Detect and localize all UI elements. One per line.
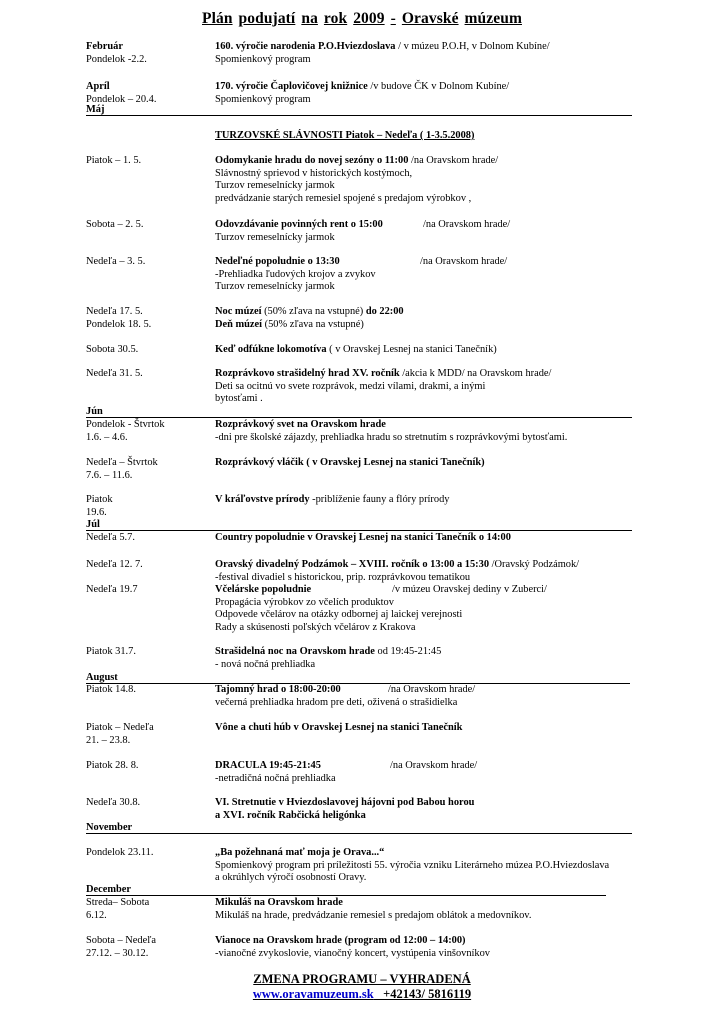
month-december-header [86, 884, 606, 896]
event-title: Včelárske popoludnie [215, 584, 312, 595]
month-label: Február [86, 41, 123, 52]
event-line: Odpovede včelárov na otázky odbornej aj laickej verejnosti [215, 609, 463, 620]
title-word: múzeum [464, 10, 522, 27]
event-date: Piatok 14.8. [86, 684, 136, 695]
event-title: Strašidelná noc na Oravskom hrade [215, 646, 375, 657]
event-caplovic-library [215, 81, 509, 106]
event-title: Tajomný hrad o 18:00-20:00 [215, 684, 341, 695]
event-description: -netradičná nočná prehliadka [215, 772, 336, 784]
title-word: podujatí [238, 10, 296, 27]
month-label: November [86, 822, 133, 833]
event-title: VI. Stretnutie v Hviezdoslavovej hájovni pod Babou horou [215, 797, 475, 808]
month-july-header [86, 519, 632, 531]
event-line: Propagácia výrobkov zo včelích produktov [215, 596, 394, 608]
event-title: Keď odfúkne lokomotíva [215, 344, 327, 355]
event-title: 170. výročie Čaplovičovej knižnice [215, 81, 368, 92]
phone-number: +42143/ 5816119 [373, 987, 472, 1001]
event-date: Nedeľa – Štvrtok [86, 457, 158, 468]
event-dates [86, 457, 158, 482]
event-title: 160. výročie narodenia P.O.Hviezdoslava [215, 41, 396, 52]
event-dates [86, 897, 149, 922]
event-date: Nedeľa 5.7. [86, 532, 135, 543]
event-place: /akcia k MDD/ na Oravskom hrade/ [399, 368, 552, 379]
event-description: večerná prehliadka hradom pre deti, oživená o strašidielka [215, 696, 458, 708]
event-note: (50% zľava na vstupné) [262, 318, 364, 330]
event-locomotive [215, 344, 497, 357]
month-november-header [86, 822, 632, 834]
event-date: Nedeľa 17. 5. [86, 306, 143, 317]
event-title: Odovzdávanie povinných rent o 15:00 [215, 219, 383, 230]
month-august-header [86, 672, 630, 684]
event-title: DRACULA 19:45-21:45 [215, 760, 321, 771]
month-label: Júl [86, 519, 100, 530]
event-title: Mikuláš na Oravskom hrade [215, 897, 343, 908]
event-date: Nedeľa 31. 5. [86, 368, 143, 379]
event-date: Pondelok 23.11. [86, 847, 154, 858]
event-date: Sobota – 2. 5. [86, 219, 144, 230]
month-label: August [86, 672, 118, 683]
month-label: Apríl [86, 81, 110, 92]
event-christmas [215, 935, 490, 960]
event-note: (50% zľava na vstupné) [261, 306, 366, 317]
event-title: Rozprávkovo strašidelný hrad XV. ročník [215, 368, 400, 379]
event-description: -festival divadiel s historickou, prip. rozprávkovou tematikou [215, 571, 471, 583]
month-february [86, 41, 147, 66]
event-title: Nedeľné popoludnie o 13:30 [215, 256, 340, 267]
event-time: do 22:00 [365, 306, 404, 317]
event-date: Sobota 30.5. [86, 344, 139, 355]
event-place: /v budove ČK v Dolnom Kubíne/ [367, 81, 510, 92]
event-title: a XVI. ročník Rabčická heligónka [215, 809, 366, 821]
event-place: /Oravský Podzámok/ [489, 559, 580, 570]
event-title: Rozprávkový svet na Oravskom hrade [215, 419, 386, 430]
event-date: Nedeľa – 3. 5. [86, 256, 146, 267]
event-line: predvádzanie starých remesiel spojené s predajom výrobkov , [215, 192, 472, 204]
event-fairytale-train [215, 457, 485, 470]
event-orava-program [215, 847, 609, 885]
event-date: 21. – 23.8. [86, 734, 131, 746]
event-description: Spomienkový program [215, 53, 311, 65]
footer [0, 972, 724, 1002]
program-change-notice: ZMENA PROGRAMU – VYHRADENÁ [253, 972, 471, 986]
month-label: Jún [86, 406, 103, 417]
title-word: 2009 [353, 10, 385, 27]
title-word: - [390, 10, 396, 27]
event-mysterious-castle [215, 684, 476, 709]
event-place: / v múzeu P.O.H, v Dolnom Kubíne/ [395, 41, 550, 52]
event-title: Country popoludnie v Oravskej Lesnej na stanici Tanečník o 14:00 [215, 532, 511, 543]
event-description: -vianočné zvykoslovie, vianočný koncert, vystúpenia vinšovníkov [215, 947, 491, 959]
event-date: 19.6. [86, 506, 107, 518]
event-date: Piatok – 1. 5. [86, 155, 142, 166]
event-date: Streda– Sobota [86, 897, 150, 908]
event-date: 27.12. – 30.12. [86, 947, 149, 959]
month-label: December [86, 884, 131, 895]
event-line: Spomienkový program pri príležitosti 55. výročia vzniku Literárneho múzea P.O.Hviezdoslava [215, 859, 610, 871]
event-title: Rozprávkový vláčik ( v Oravskej Lesnej na stanici Tanečník) [215, 457, 485, 468]
title-word: Plán [202, 10, 233, 27]
event-date: Pondelok 18. 5. [86, 318, 152, 330]
event-sunday-afternoon [215, 256, 508, 294]
event-line: Turzov remeselnícky jarmok [215, 180, 335, 191]
event-museum-night [215, 306, 404, 331]
month-label: Máj [86, 104, 105, 115]
event-title: Odomykanie hradu do novej sezóny o 11:00 [215, 155, 409, 166]
event-fairytale-castle [215, 368, 551, 406]
event-dracula [215, 760, 478, 785]
title-word: Oravské [401, 10, 459, 27]
event-date: Nedeľa 30.8. [86, 797, 141, 808]
website-link[interactable]: www.oravamuzeum.sk [252, 987, 374, 1001]
event-date: Piatok 31.7. [86, 646, 136, 657]
event-line: a okrúhlych výročí osobností Oravy. [215, 872, 367, 883]
event-dates [86, 722, 154, 747]
event-description: -dni pre školské zájazdy, prehliadka hradu so stretnutím s rozprávkovými bytosťami. [215, 431, 568, 443]
event-mikulas [215, 897, 531, 922]
event-date: Pondelok - Štvrtok [86, 419, 165, 430]
event-date: 6.12. [86, 909, 107, 921]
event-description: -priblíženie fauny a flóry prírody [309, 494, 450, 505]
event-dates-museum-night [86, 306, 151, 331]
event-title: Vianoce na Oravskom hrade (program od 12:00 – 14:00) [215, 935, 466, 946]
event-beekeeping [215, 584, 547, 634]
event-mushroom-tastes [215, 722, 462, 735]
event-theatre-podzamok [215, 559, 579, 584]
event-country-afternoon [215, 532, 511, 545]
event-place: /na Oravskom hrade/ [420, 256, 508, 267]
event-rent-handover [215, 219, 511, 244]
title-word: rok [323, 10, 348, 27]
event-date: Piatok 28. 8. [86, 760, 139, 771]
event-place: /na Oravskom hrade/ [423, 219, 511, 230]
event-line: Turzov remeselnícky jarmok [215, 231, 335, 243]
title-word: na [301, 10, 318, 27]
event-title: „Ba požehnaná mať moja je Orava...“ [215, 847, 385, 858]
event-nature-kingdom [215, 494, 449, 507]
event-date: 7.6. – 11.6. [86, 469, 133, 481]
event-line: Deti sa ocitnú vo svete rozprávok, medzi vílami, drakmi, a inými [215, 380, 486, 392]
event-dates [86, 935, 156, 960]
event-time: od 19:45-21:45 [374, 646, 442, 657]
event-hviezdoslav-lodge [215, 797, 474, 822]
event-place: ( v Oravskej Lesnej na stanici Tanečník) [326, 344, 497, 355]
event-place: /na Oravskom hrade/ [388, 684, 476, 695]
event-line: bytosťami . [215, 393, 263, 404]
event-date: Nedeľa 12. 7. [86, 559, 143, 570]
event-date: Piatok – Nedeľa [86, 722, 154, 733]
event-place: /v múzeu Oravskej dediny v Zuberci/ [392, 584, 547, 595]
month-may-header [86, 104, 632, 116]
event-title: V kráľovstve prírody [215, 494, 310, 505]
turzovske-slavnosti-header: TURZOVSKÉ SLÁVNOSTI Piatok – Nedeľa ( 1-3.5.2008) [215, 130, 475, 141]
event-line: Turzov remeselnícky jarmok [215, 281, 335, 292]
event-dates [86, 419, 165, 444]
event-title: Noc múzeí [215, 306, 262, 317]
event-title: Vône a chuti húb v Oravskej Lesnej na stanici Tanečník [215, 722, 463, 733]
event-title: Deň múzeí [215, 318, 263, 330]
event-line: Slávnostný sprievod v historických kostýmoch, [215, 167, 413, 179]
event-fairytale-world [215, 419, 567, 444]
event-date: Nedeľa 19.7 [86, 584, 138, 595]
event-place: /na Oravskom hrade/ [408, 155, 499, 166]
event-place: /na Oravskom hrade/ [390, 760, 478, 771]
event-dates [86, 494, 113, 519]
month-june-header [86, 406, 632, 418]
event-description: Mikuláš na hrade, predvádzanie remesiel s predajom oblátok a medovníkov. [215, 909, 532, 921]
page-title [0, 10, 724, 28]
event-line: Rady a skúsenosti poľských včelárov z Krakova [215, 621, 416, 633]
event-date: Pondelok – 20.4. [86, 93, 157, 105]
event-date: Sobota – Nedeľa [86, 935, 157, 946]
month-april [86, 81, 156, 106]
event-date: Pondelok -2.2. [86, 53, 147, 65]
event-date: Piatok [86, 494, 113, 505]
event-castle-opening [215, 155, 498, 205]
event-line: -Prehliadka ľudových krojov a zvykov [215, 268, 376, 280]
event-description: - nová nočná prehliadka [215, 658, 316, 670]
event-description: Spomienkový program [215, 93, 311, 105]
event-date: 1.6. – 4.6. [86, 431, 128, 443]
event-haunted-night [215, 646, 441, 671]
event-hviezdoslav-anniversary [215, 41, 550, 66]
event-title: Oravský divadelný Podzámok – XVIII. ročník o 13:00 a 15:30 [215, 559, 490, 570]
